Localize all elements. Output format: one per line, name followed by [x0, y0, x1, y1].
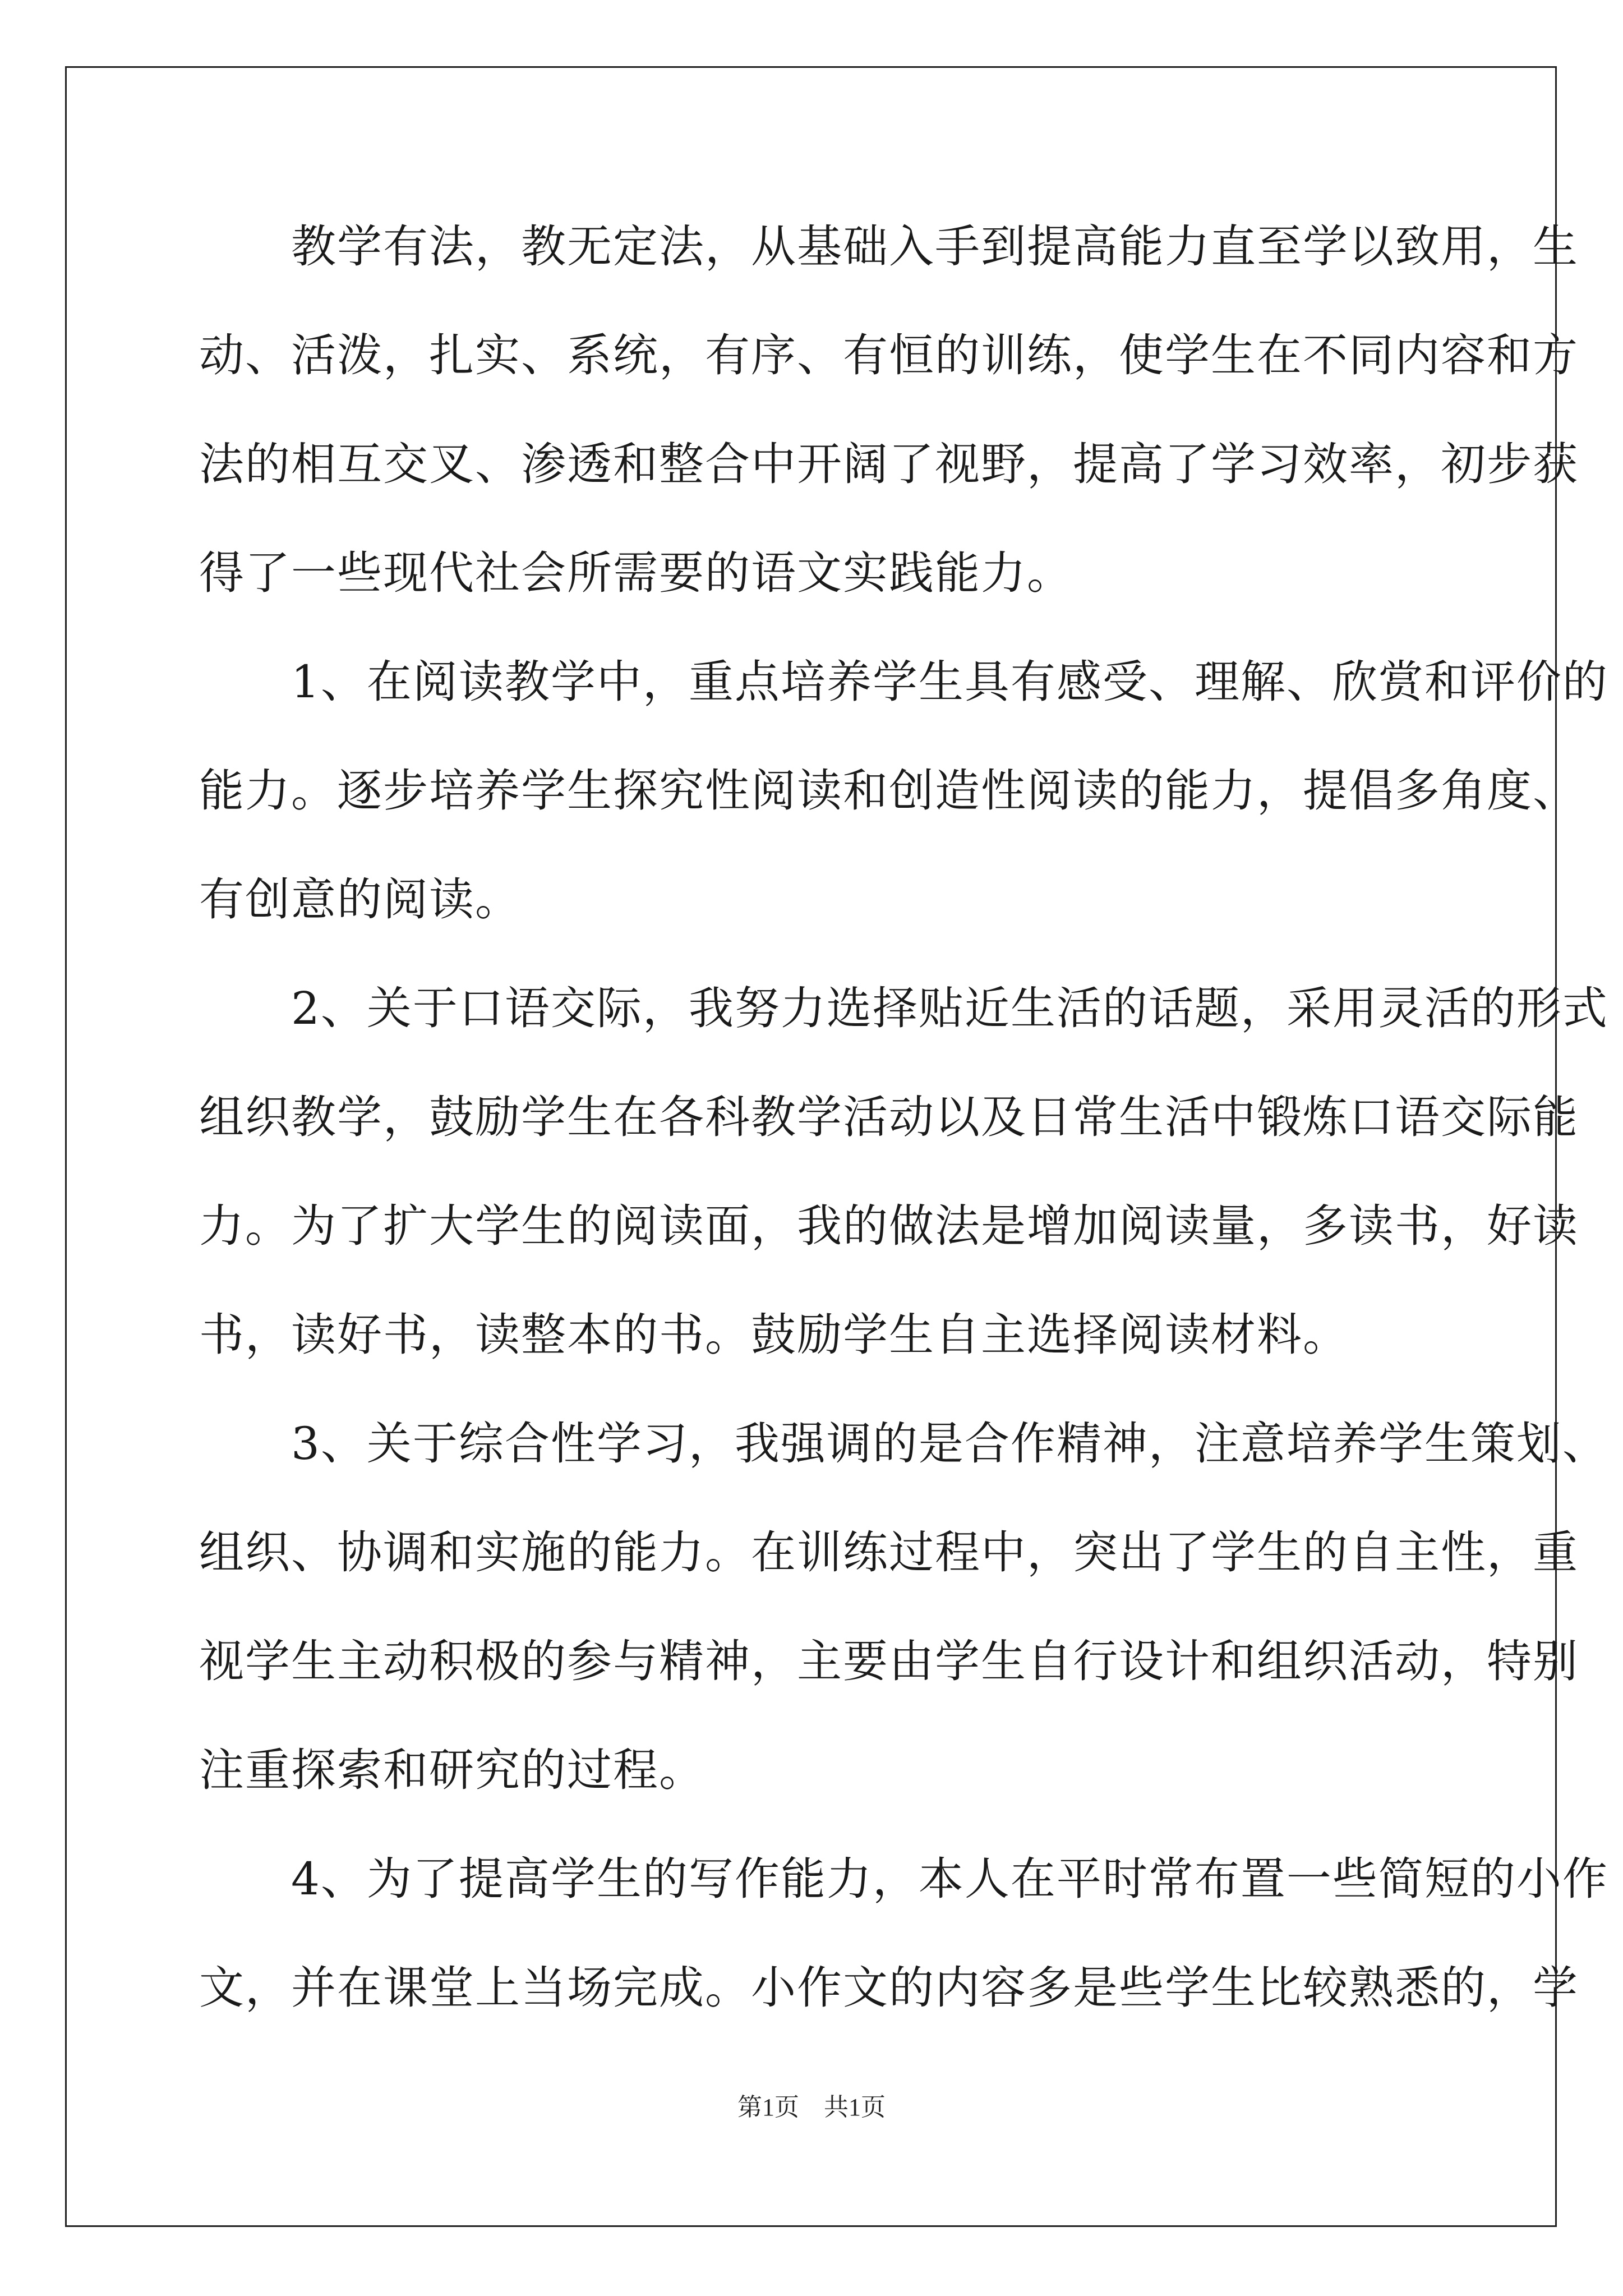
text-line: 文，并在课堂上当场完成。小作文的内容多是些学生比较熟悉的，学 — [199, 1962, 1579, 2014]
text-line: 动、活泼，扎实、系统，有序、有恒的训练，使学生在不同内容和方 — [199, 329, 1579, 381]
text-line: 法的相互交叉、渗透和整合中开阔了视野，提高了学习效率，初步获 — [199, 438, 1579, 490]
text-line: 4、为了提高学生的写作能力，本人在平时常布置一些简短的小作 — [199, 1853, 1608, 1905]
text-line: 组织、协调和实施的能力。在训练过程中，突出了学生的自主性，重 — [199, 1526, 1579, 1579]
text-line: 有创意的阅读。 — [199, 873, 521, 926]
text-line: 力。为了扩大学生的阅读面，我的做法是增加阅读量，多读书，好读 — [199, 1200, 1579, 1252]
text-line: 视学生主动积极的参与精神，主要由学生自行设计和组织活动，特别 — [199, 1635, 1579, 1687]
text-line: 注重探索和研究的过程。 — [199, 1744, 705, 1796]
text-line: 教学有法，教无定法，从基础入手到提高能力直至学以致用，生 — [199, 220, 1579, 273]
text-line: 2、关于口语交际，我努力选择贴近生活的话题，采用灵活的形式 — [199, 982, 1608, 1034]
text-line: 1、在阅读教学中，重点培养学生具有感受、理解、欣赏和评价的 — [199, 656, 1608, 708]
text-line: 3、关于综合性学习，我强调的是合作精神，注意培养学生策划、 — [199, 1418, 1608, 1470]
text-line: 得了一些现代社会所需要的语文实践能力。 — [199, 547, 1073, 599]
text-line: 能力。逐步培养学生探究性阅读和创造性阅读的能力，提倡多角度、 — [199, 765, 1579, 817]
text-line: 组织教学，鼓励学生在各科教学活动以及日常生活中锻炼口语交际能 — [199, 1091, 1579, 1143]
text-line: 书，读好书，读整本的书。鼓励学生自主选择阅读材料。 — [199, 1309, 1349, 1361]
page-footer: 第1页 共1页 — [737, 2093, 886, 2121]
